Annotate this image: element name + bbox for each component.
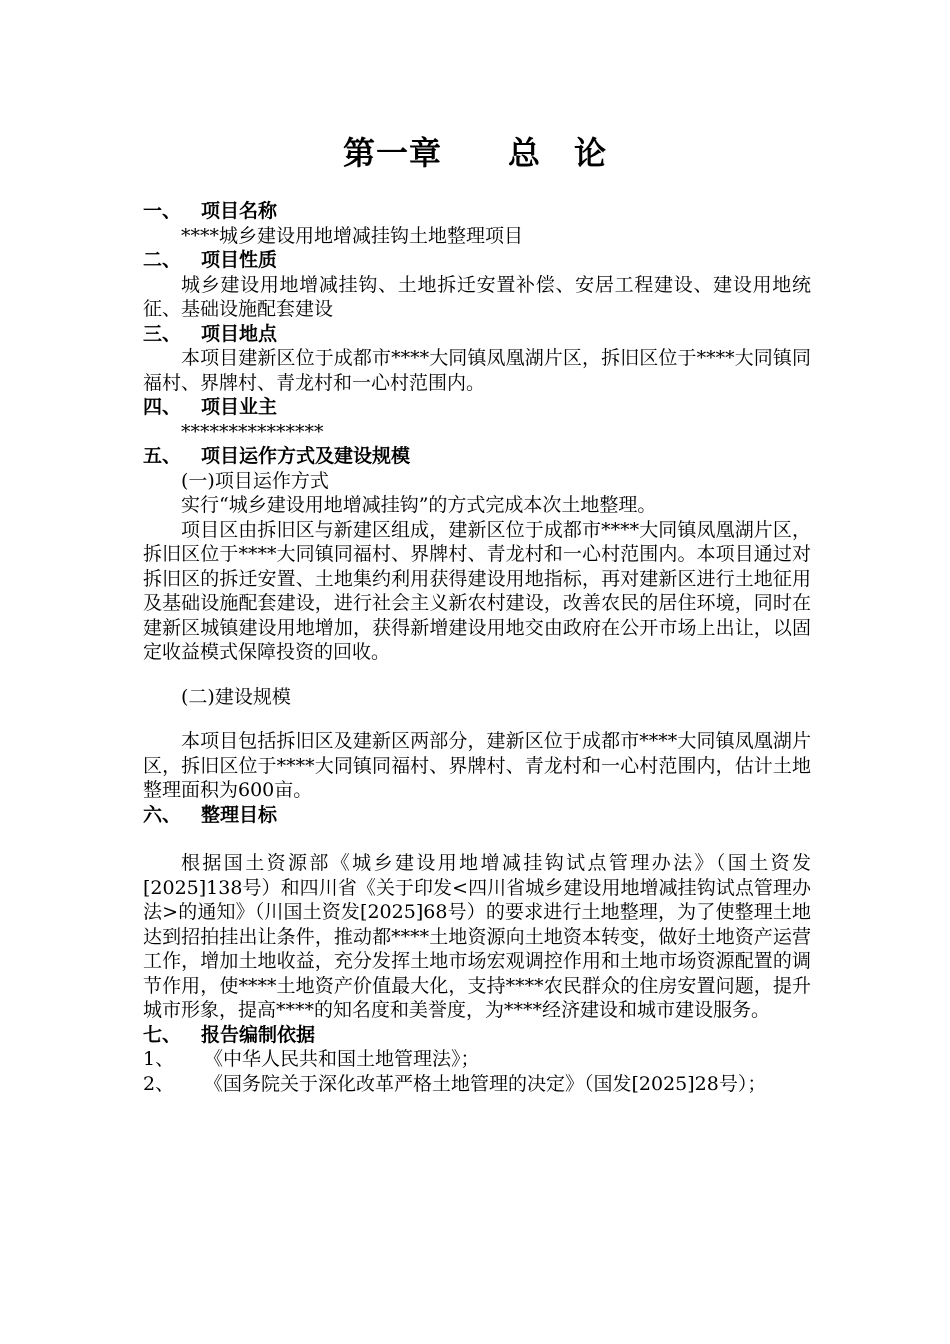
section-heading-7 xyxy=(143,1023,811,1048)
section-number: 六、 xyxy=(143,803,182,826)
goal-paragraph: 根据国土资源部《城乡建设用地增减挂钩试点管理办法》（国土资发[2025]138号）和四川省《关于印发<四川省城乡建设用地增减挂钩试点管理办法>的通知》（川国土资发[2025]68号）的要求进行土地整理，为了使整理土地达到招拍挂出让条件，推动都****土地资源向土地资本转变，做好土地资产运营工作，增加土地收益，充分发挥土地市场宏观调控作用和土地市场资源配置的调节作用，使****土地资产价值最大化，支持****农民群众的住房安置问题，提升城市形象，提高****的知名度和美誉度，为****经济建设和城市建设服务。 xyxy=(143,852,811,1021)
section-title: 项目地点 xyxy=(201,322,278,345)
project-name-text: ****城乡建设用地增减挂钩土地整理项目 xyxy=(181,224,524,247)
section-number: 二、 xyxy=(143,249,182,271)
section-heading-1 xyxy=(143,199,811,224)
list-number: 1、 xyxy=(143,1048,175,1070)
list-item xyxy=(143,1047,811,1072)
section-number: 七、 xyxy=(143,1023,182,1046)
section-number: 四、 xyxy=(143,396,182,418)
subsection-title-operation: (一)项目运作方式 xyxy=(181,469,329,492)
section-heading-6 xyxy=(143,803,811,828)
section-heading-3 xyxy=(143,322,811,347)
section-heading-5 xyxy=(143,444,811,469)
section-title: 项目名称 xyxy=(201,200,278,222)
scale-paragraph: 本项目包括拆旧区及建新区两部分，建新区位于成都市****大同镇凤凰湖片区，拆旧区位于****大同镇同福村、界牌村、青龙村和一心村范围内，估计土地整理面积为600亩。 xyxy=(143,730,811,801)
section-number: 一、 xyxy=(143,200,182,222)
section-title: 整理目标 xyxy=(201,803,278,826)
list-text: 《国务院关于深化改革严格土地管理的决定》（国发[2025]28号）； xyxy=(204,1072,767,1095)
subsection-title-scale: (二)建设规模 xyxy=(181,685,291,708)
section-title: 项目业主 xyxy=(201,396,278,418)
project-location-text: 本项目建新区位于成都市****大同镇凤凰湖片区，拆旧区位于****大同镇同福村、界牌村、青龙村和一心村范围内。 xyxy=(143,347,811,394)
section-number: 五、 xyxy=(143,445,182,467)
spacer xyxy=(143,709,811,729)
operation-paragraph-1: 实行“城乡建设用地增减挂钩”的方式完成本次土地整理。 xyxy=(181,494,657,516)
section-title: 报告编制依据 xyxy=(201,1023,316,1046)
project-nature-text: 城乡建设用地增减挂钩、土地拆迁安置补偿、安居工程建设、建设用地统征、基础设施配套建设 xyxy=(143,273,811,320)
chapter-title: 第一章 总 论 xyxy=(342,134,607,172)
list-number: 2、 xyxy=(143,1072,175,1095)
project-owner-text: *************** xyxy=(181,420,324,443)
operation-paragraph-2: 项目区由拆旧区与新建区组成，建新区位于成都市****大同镇凤凰湖片区，拆旧区位于****大同镇同福村、界牌村、青龙村和一心村范围内。本项目通过对拆旧区的拆迁安置、土地集约利用获得建设用地指标，再对建新区进行土地征用及基础设施配套建设，进行社会主义新农村建设，改善农民的居住环境，同时在建新区城镇建设用地增加，获得新增建设用地交由政府在公开市场上出让，以固定收益模式保障投资的回收。 xyxy=(143,518,811,663)
section-number: 三、 xyxy=(143,322,182,345)
section-title: 项目性质 xyxy=(201,249,278,271)
section-heading-2 xyxy=(143,248,811,273)
document-body xyxy=(143,199,811,1096)
list-item xyxy=(143,1072,811,1097)
section-heading-4 xyxy=(143,395,811,420)
spacer xyxy=(143,827,811,851)
list-text: 《中华人民共和国土地管理法》； xyxy=(204,1048,480,1070)
section-title: 项目运作方式及建设规模 xyxy=(201,445,411,467)
spacer xyxy=(143,665,811,685)
